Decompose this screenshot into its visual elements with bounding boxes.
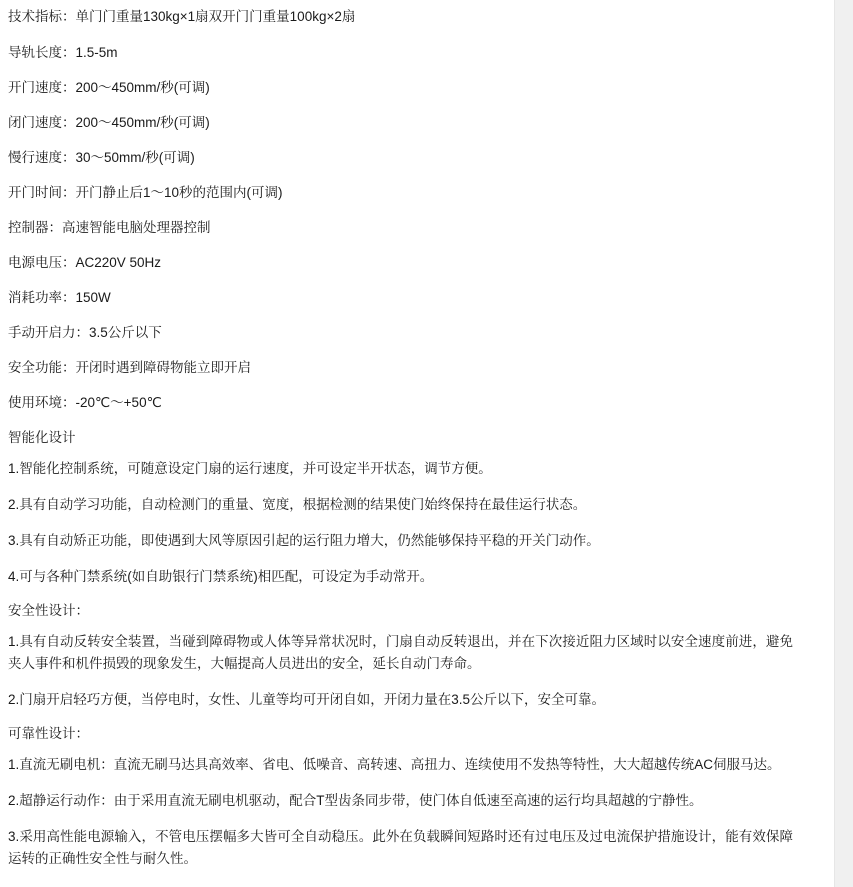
section-paragraph: 1.直流无刷电机：直流无刷马达具高效率、省电、低噪音、高转速、高扭力、连续使用不发热等特性，大大超越传统AC伺服马达。 — [8, 757, 781, 772]
spec-item: 开门速度：200～450mm/秒(可调) — [8, 80, 210, 95]
page-right-margin — [834, 0, 853, 887]
spec-item: 安全功能：开闭时遇到障碍物能立即开启 — [8, 360, 251, 375]
section-paragraph: 1.具有自动反转安全装置，当碰到障碍物或人体等异常状况时，门扇自动反转退出，并在下次接近阻力区域时以安全速度前进，避免夹人事件和机件损毁的现象发生，大幅提高人员进出的安全，延长自动门寿命。 — [8, 634, 793, 671]
spec-item: 闭门速度：200～450mm/秒(可调) — [8, 115, 210, 130]
spec-item: 使用环境：-20℃～+50℃ — [8, 395, 162, 410]
spec-item: 消耗功率：150W — [8, 290, 111, 305]
section-paragraph: 1.智能化控制系统，可随意设定门扇的运行速度，并可设定半开状态，调节方便。 — [8, 461, 492, 476]
spec-item: 慢行速度：30～50mm/秒(可调) — [8, 150, 195, 165]
spec-item: 导轨长度：1.5-5m — [8, 45, 118, 60]
section-safety-design — [8, 602, 793, 711]
section-paragraph: 3.具有自动矫正功能，即使遇到大风等原因引起的运行阻力增大，仍然能够保持平稳的开关门动作。 — [8, 533, 600, 548]
spec-item: 控制器：高速智能电脑处理器控制 — [8, 220, 211, 235]
spec-item: 技术指标：单门门重量130kg×1扇双开门门重量100kg×2扇 — [8, 9, 356, 24]
section-reliability-design — [8, 725, 793, 870]
section-heading: 安全性设计： — [8, 603, 89, 618]
section-heading: 可靠性设计： — [8, 726, 89, 741]
section-paragraph: 2.具有自动学习功能，自动检测门的重量、宽度，根据检测的结果使门始终保持在最佳运行状态。 — [8, 497, 587, 512]
specification-list — [8, 8, 793, 411]
spec-item: 电源电压：AC220V 50Hz — [8, 255, 162, 270]
section-paragraph: 4.可与各种门禁系统(如自助银行门禁系统)相匹配，可设定为手动常开。 — [8, 569, 434, 584]
section-paragraph: 2.门扇开启轻巧方便，当停电时，女性、儿童等均可开闭自如，开闭力量在3.5公斤以下，安全可靠。 — [8, 692, 606, 707]
section-paragraph: 3.采用高性能电源输入，不管电压摆幅多大皆可全自动稳压。此外在负载瞬间短路时还有过电压及过电流保护措施设计，能有效保障运转的正确性安全性与耐久性。 — [8, 829, 793, 866]
section-heading: 智能化设计 — [8, 430, 76, 445]
section-paragraph: 2.超静运行动作：由于采用直流无刷电机驱动，配合T型齿条同步带，使门体自低速至高速的运行均具超越的宁静性。 — [8, 793, 703, 808]
section-intelligent-design — [8, 429, 793, 588]
spec-item: 手动开启力：3.5公斤以下 — [8, 325, 162, 340]
spec-item: 开门时间：开门静止后1～10秒的范围内(可调) — [8, 185, 283, 200]
